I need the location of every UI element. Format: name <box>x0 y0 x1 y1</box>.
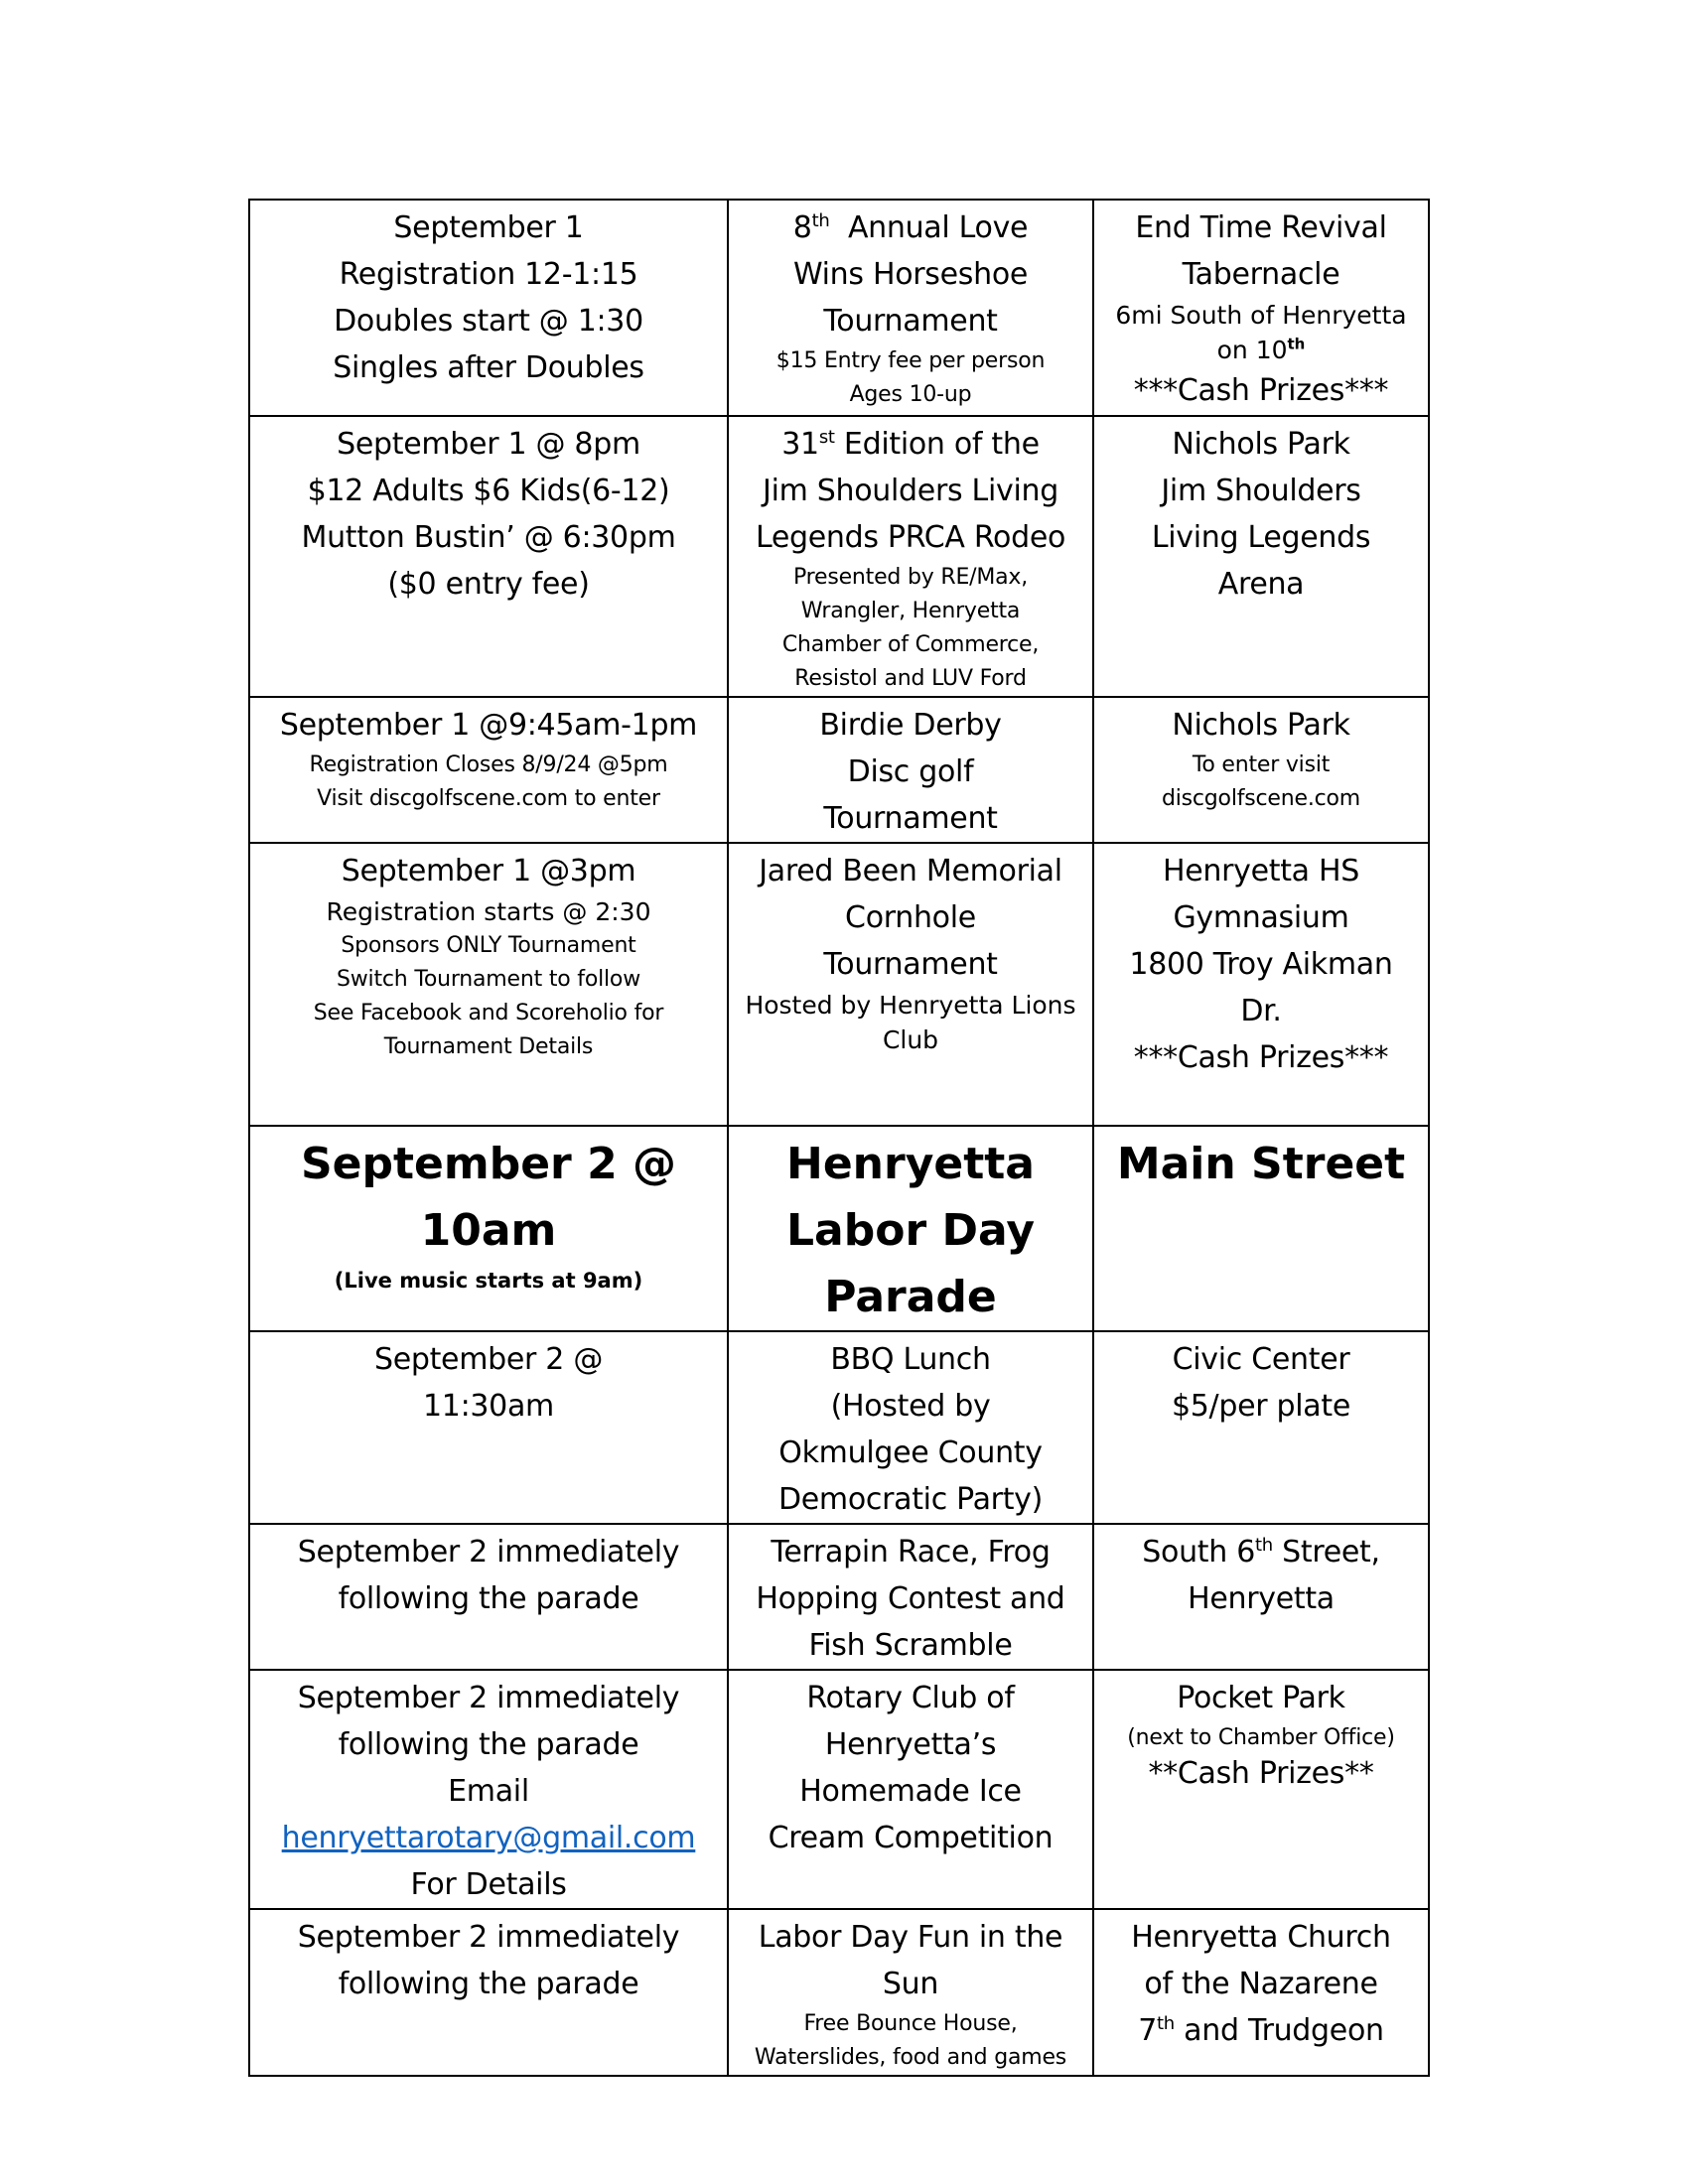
ordinal-suffix: th <box>1157 2013 1175 2034</box>
title-text: Annual Love <box>847 210 1029 245</box>
event-title-line: BBQ Lunch <box>830 1342 991 1377</box>
event-name-cell <box>728 1524 1093 1670</box>
event-title-line: Okmulgee County <box>778 1435 1043 1470</box>
table-row <box>249 416 1429 697</box>
table-row <box>249 1331 1429 1524</box>
event-title-line: Terrapin Race, Frog <box>771 1535 1051 1570</box>
cash-prizes-note: ***Cash Prizes*** <box>1133 1040 1389 1075</box>
event-title-line: Hopping Contest and <box>756 1581 1065 1616</box>
table-row <box>249 1524 1429 1670</box>
event-title-line: Birdie Derby <box>819 708 1002 743</box>
time-line: Registration 12-1:15 <box>339 257 638 292</box>
location-line: $5/per plate <box>1171 1389 1351 1424</box>
time-detail: Tournament Details <box>383 1034 594 1059</box>
location-line: Dr. <box>1240 994 1282 1028</box>
event-location-cell <box>1093 1670 1429 1909</box>
location-line <box>1100 1529 1422 1575</box>
time-line: September 2 immediately <box>297 1681 680 1715</box>
event-title-line: Parade <box>824 1272 997 1322</box>
time-detail: Switch Tournament to follow <box>336 967 640 992</box>
event-title-line: Cornhole <box>845 900 976 935</box>
event-name-cell <box>728 1909 1093 2076</box>
location-detail: To enter visit <box>1192 752 1331 777</box>
time-detail: Visit discgolfscene.com to enter <box>317 786 660 811</box>
location-detail: 6mi South of Henryetta <box>1115 301 1407 330</box>
location-line: 1800 Troy Aikman <box>1129 947 1393 982</box>
event-name-cell <box>728 1126 1093 1331</box>
time-line: September 2 immediately <box>297 1535 680 1570</box>
location-line: Main Street <box>1116 1139 1406 1189</box>
time-line: September 1 @3pm <box>341 854 636 888</box>
location-text: Street, <box>1282 1535 1380 1570</box>
event-location-cell <box>1093 1126 1429 1331</box>
time-line: ($0 entry fee) <box>387 567 590 602</box>
event-title-line: Labor Day <box>785 1205 1035 1256</box>
event-title-line: Democratic Party) <box>777 1482 1044 1517</box>
email-label: Email <box>448 1774 529 1809</box>
time-line: Singles after Doubles <box>333 350 644 385</box>
event-location-cell <box>1093 1909 1429 2076</box>
ordinal-number: 31 <box>781 427 819 462</box>
time-line: September 1 @9:45am-1pm <box>279 708 698 743</box>
location-line: Pocket Park <box>1177 1681 1345 1715</box>
location-detail: (next to Chamber Office) <box>1127 1725 1395 1750</box>
event-title-line: Labor Day Fun in the <box>758 1920 1063 1955</box>
event-title-line: Sun <box>882 1967 939 2001</box>
event-location-cell <box>1093 697 1429 843</box>
event-detail: Waterslides, food and games <box>754 2045 1067 2070</box>
location-line: Civic Center <box>1172 1342 1350 1377</box>
table-row <box>249 697 1429 843</box>
event-title-line: Jared Been Memorial <box>759 854 1062 888</box>
cash-prizes-note: ***Cash Prizes*** <box>1133 373 1389 408</box>
time-sub: Registration starts @ 2:30 <box>326 897 651 926</box>
time-line: September 2 @ <box>373 1342 604 1377</box>
time-line: Doubles start @ 1:30 <box>334 304 643 339</box>
event-time-cell <box>249 1126 728 1331</box>
time-line: September 2 immediately <box>297 1920 680 1955</box>
location-line: Nichols Park <box>1172 708 1350 743</box>
time-line: $12 Adults $6 Kids(6-12) <box>307 474 670 508</box>
event-detail: Free Bounce House, <box>803 2011 1018 2036</box>
event-location-cell <box>1093 843 1429 1126</box>
location-text: and Trudgeon <box>1184 2013 1384 2048</box>
table-row <box>249 1909 1429 2076</box>
event-time-cell <box>249 1331 728 1524</box>
location-line: Tabernacle <box>1182 257 1340 292</box>
title-text: Edition of the <box>843 427 1040 462</box>
event-title-line: Homemade Ice <box>799 1774 1022 1809</box>
time-line: September 2 @ <box>300 1139 677 1189</box>
event-title-line: Tournament <box>823 801 998 836</box>
location-line: End Time Revival <box>1135 210 1387 245</box>
event-title-line: Fish Scramble <box>808 1628 1013 1663</box>
time-line: 10am <box>420 1205 557 1256</box>
table-row <box>249 843 1429 1126</box>
event-detail: Presented by RE/Max, <box>792 565 1029 590</box>
location-line: Nichols Park <box>1172 427 1350 462</box>
event-title-line: Wins Horseshoe <box>792 257 1029 292</box>
event-detail: Chamber of Commerce, <box>781 632 1040 657</box>
location-detail-text: on 10 <box>1216 336 1288 364</box>
event-title-line: Disc golf <box>847 754 974 789</box>
event-title-line: Tournament <box>823 304 998 339</box>
ordinal-suffix: th <box>1287 335 1306 353</box>
location-line: Arena <box>1217 567 1305 602</box>
ordinal-suffix: st <box>818 427 835 448</box>
cash-prizes-note: **Cash Prizes** <box>1148 1756 1374 1791</box>
event-detail: Club <box>882 1025 939 1054</box>
location-line: of the Nazarene <box>1144 1967 1378 2001</box>
ordinal-number: 8 <box>792 210 812 245</box>
time-detail: See Facebook and Scoreholio for <box>313 1001 664 1025</box>
table-row <box>249 1126 1429 1331</box>
event-detail: Hosted by Henryetta Lions <box>745 991 1076 1020</box>
event-name-cell <box>728 1331 1093 1524</box>
event-location-cell <box>1093 1524 1429 1670</box>
time-line: 11:30am <box>423 1389 554 1424</box>
time-line: September 1 <box>393 210 584 245</box>
location-line: Henryetta <box>1188 1581 1335 1616</box>
event-name-cell <box>728 697 1093 843</box>
time-detail: Sponsors ONLY Tournament <box>341 933 636 958</box>
event-time-cell <box>249 200 728 416</box>
email-link[interactable]: henryettarotary@gmail.com <box>281 1821 696 1855</box>
event-title-line <box>735 421 1086 468</box>
time-detail: (Live music starts at 9am) <box>334 1269 643 1293</box>
event-name-cell <box>728 416 1093 697</box>
event-detail: Wrangler, Henryetta <box>800 599 1021 623</box>
event-title-line: Henryetta <box>786 1139 1035 1189</box>
event-title-line: Cream Competition <box>768 1821 1054 1855</box>
time-detail: Registration Closes 8/9/24 @5pm <box>309 752 668 777</box>
location-line: Henryetta Church <box>1131 1920 1391 1955</box>
events-schedule-table <box>248 199 1430 2077</box>
event-title-line: Legends PRCA Rodeo <box>755 520 1066 555</box>
event-time-cell <box>249 1524 728 1670</box>
location-text: 7 <box>1138 2013 1158 2048</box>
event-name-cell <box>728 200 1093 416</box>
event-title-line: (Hosted by <box>830 1389 991 1424</box>
event-title-line <box>735 205 1086 251</box>
time-line: Mutton Bustin’ @ 6:30pm <box>301 520 676 555</box>
for-details-text: For Details <box>410 1867 567 1902</box>
event-time-cell <box>249 1670 728 1909</box>
event-time-cell <box>249 416 728 697</box>
event-location-cell <box>1093 200 1429 416</box>
time-line: following the parade <box>338 1727 639 1762</box>
event-title-line: Jim Shoulders Living <box>763 474 1058 508</box>
event-time-cell <box>249 1909 728 2076</box>
location-line: Jim Shoulders <box>1161 474 1361 508</box>
event-detail: Ages 10-up <box>849 382 972 407</box>
table-row <box>249 1670 1429 1909</box>
event-detail: $15 Entry fee per person <box>775 348 1046 373</box>
event-location-cell <box>1093 1331 1429 1524</box>
time-line: following the parade <box>338 1581 639 1616</box>
event-time-cell <box>249 843 728 1126</box>
time-line: following the parade <box>338 1967 639 2001</box>
event-title-line: Rotary Club of <box>806 1681 1015 1715</box>
location-line: Henryetta HS <box>1162 854 1360 888</box>
event-time-cell <box>249 697 728 843</box>
time-line: September 1 @ 8pm <box>337 427 640 462</box>
location-line: Gymnasium <box>1173 900 1349 935</box>
event-location-cell <box>1093 416 1429 697</box>
location-line: Living Legends <box>1151 520 1371 555</box>
ordinal-suffix: th <box>1255 1535 1273 1556</box>
event-name-cell <box>728 843 1093 1126</box>
location-line <box>1100 2007 1422 2054</box>
event-title-line: Henryetta’s <box>824 1727 997 1762</box>
ordinal-suffix: th <box>811 210 830 231</box>
location-text: South 6 <box>1142 1535 1255 1570</box>
event-detail: Resistol and LUV Ford <box>794 666 1027 691</box>
event-title-line: Tournament <box>823 947 998 982</box>
event-name-cell <box>728 1670 1093 1909</box>
location-detail <box>1100 333 1422 367</box>
location-detail: discgolfscene.com <box>1161 786 1361 811</box>
table-row <box>249 200 1429 416</box>
